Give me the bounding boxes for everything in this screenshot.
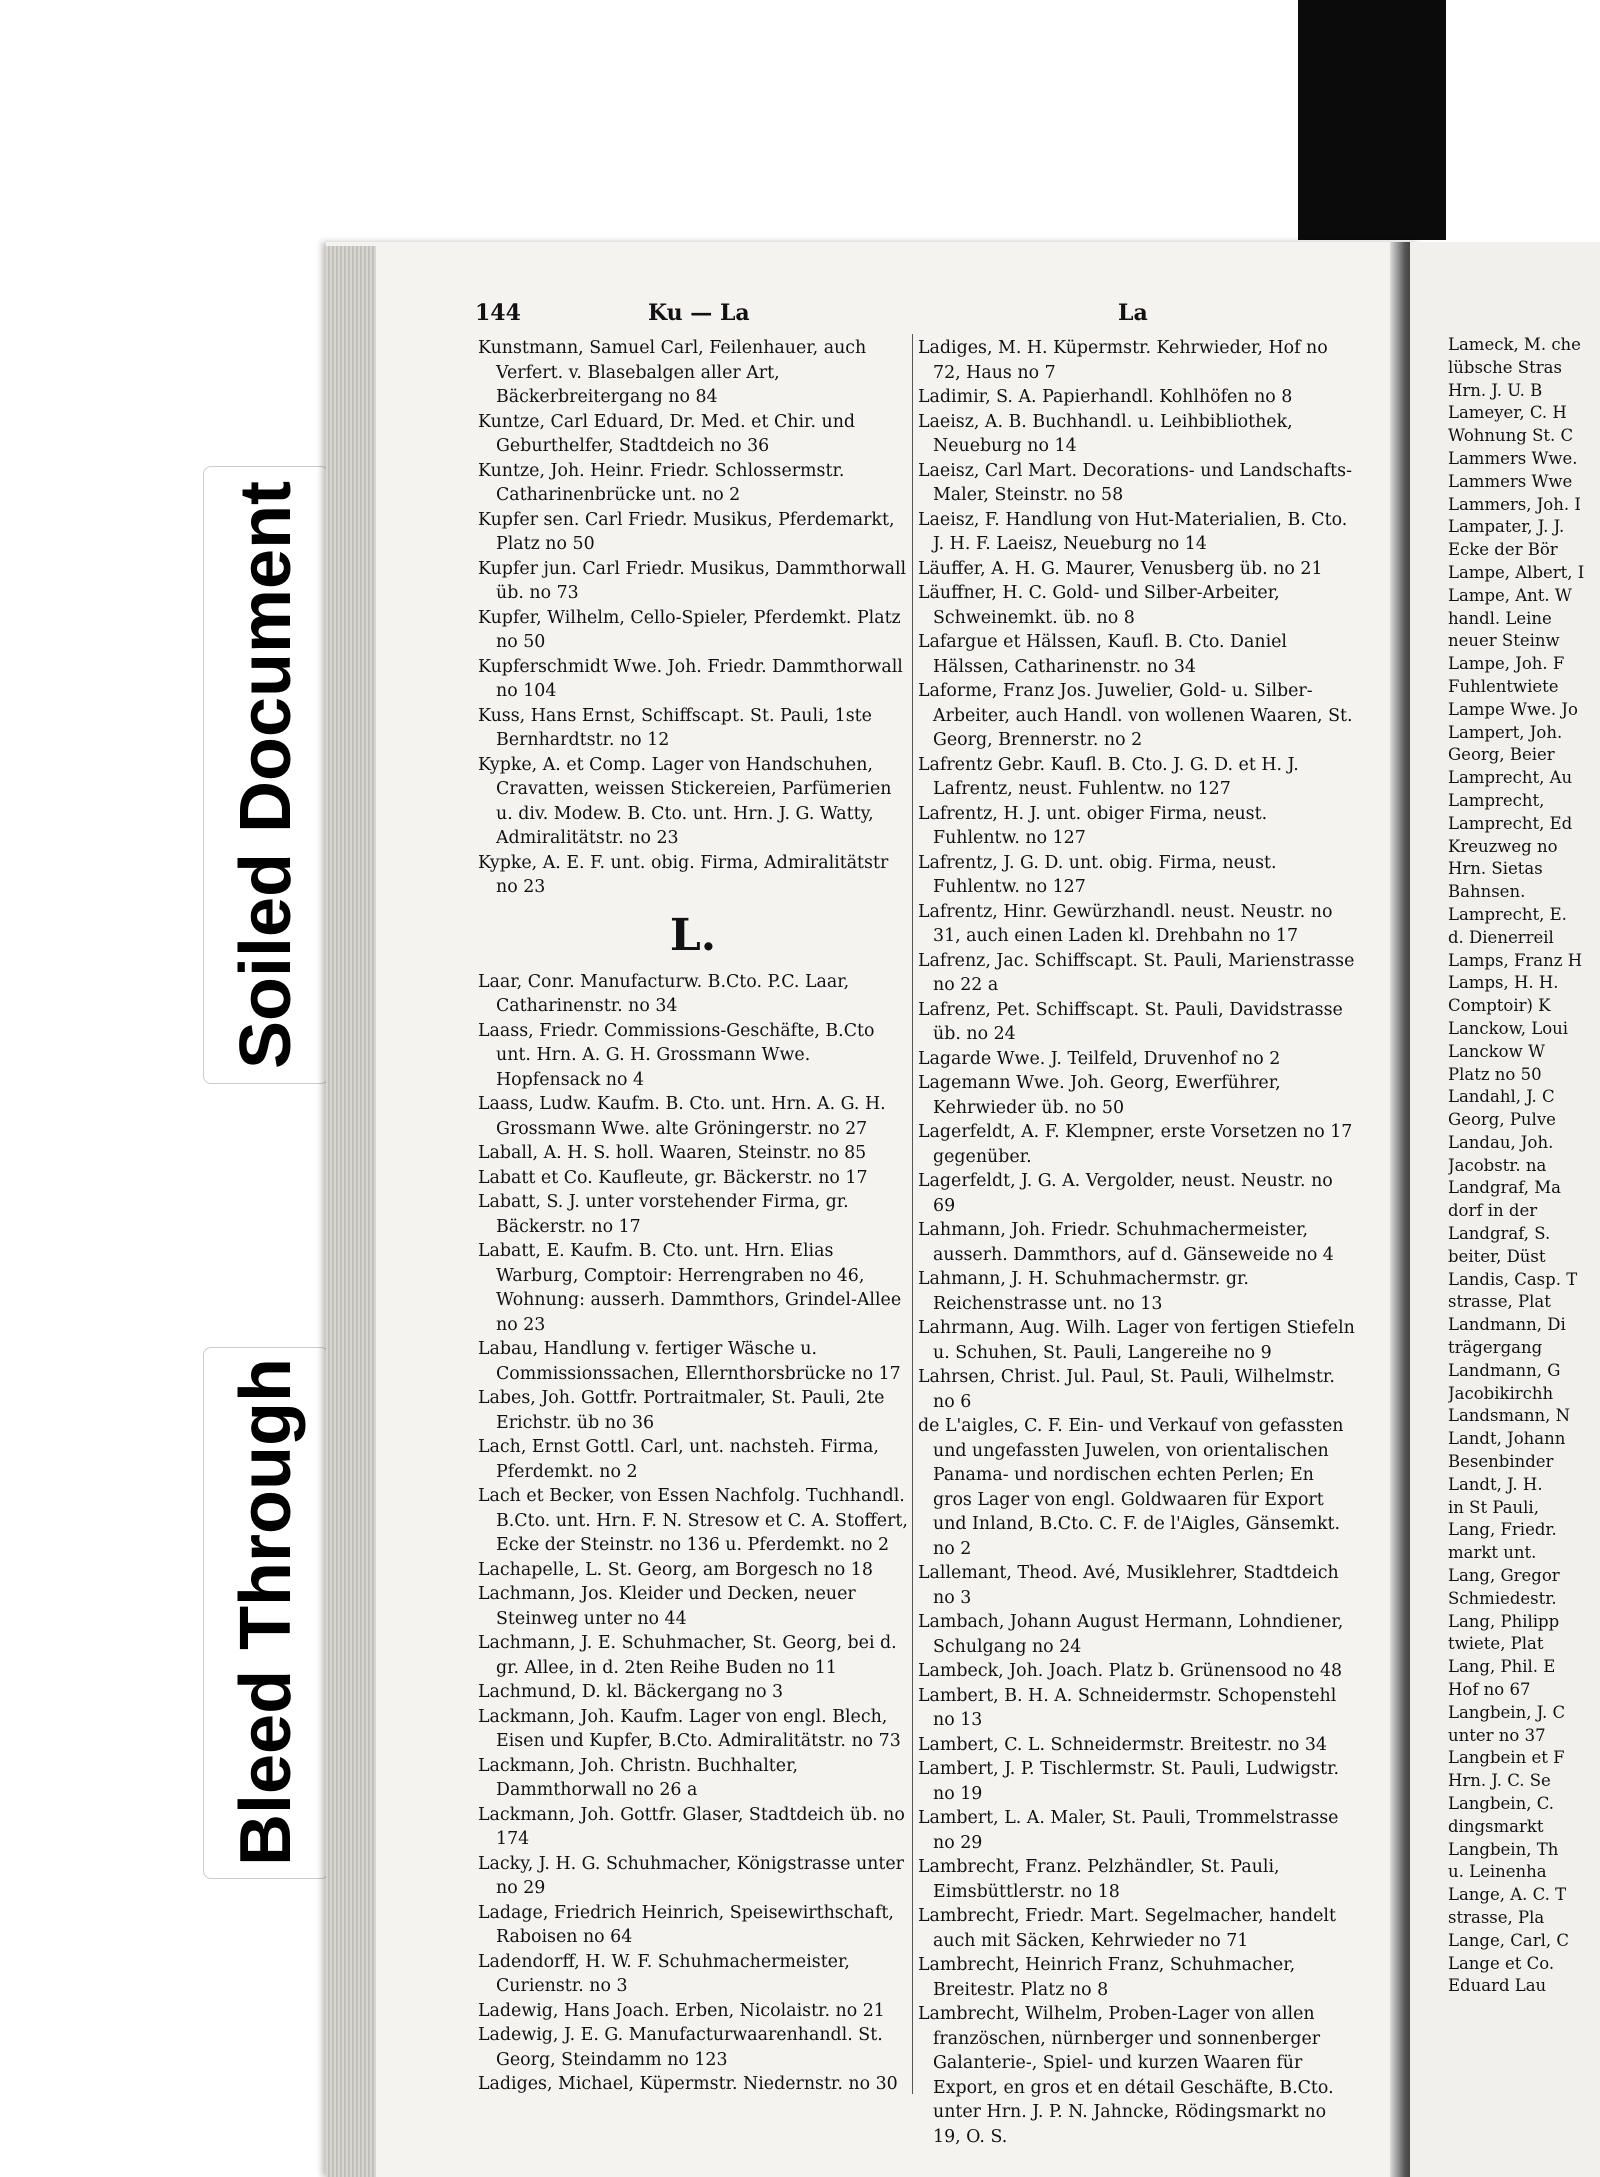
directory-entry: Ladiges, Michael, Küpermstr. Niedernstr. no 30 (478, 2074, 898, 2094)
directory-entry: Lachapelle, L. St. Georg, am Borgesch no 18 (478, 1559, 873, 1580)
directory-entry: Lackmann, Joh. Gottfr. Glaser, Stadtdeich üb. no 174 (478, 1804, 905, 1849)
directory-entry: Ladiges, M. H. Küpermstr. Kehrwieder, Hof no 72, Haus no 7 (918, 338, 1328, 383)
directory-entry: Lackmann, Joh. Kaufm. Lager von engl. Blech, Eisen und Kupfer, B.Cto. Admiralitätstr. no 73 (478, 1706, 901, 1751)
next-page-fragment: Lampe Wwe. Jo (1448, 699, 1578, 719)
soiled-document-label: Soiled Document (226, 480, 306, 1070)
directory-entry: Laar, Conr. Manufacturw. B.Cto. P.C. Laar, Catharinenstr. no 34 (478, 971, 850, 1016)
directory-entry: Lafrentz, Hinr. Gewürzhandl. neust. Neustr. no 31, auch einen Laden kl. Drehbahn no 17 (918, 901, 1333, 946)
next-page-fragment: Lange et Co. (1448, 1953, 1555, 1973)
directory-entry: Lafrenz, Pet. Schiffscapt. St. Pauli, Davidstrasse üb. no 24 (918, 999, 1343, 1044)
directory-entry: Kuss, Hans Ernst, Schiffscapt. St. Pauli, 1ste Bernhardtstr. no 12 (478, 705, 872, 750)
directory-entry: de L'aigles, C. F. Ein- und Verkauf von gefassten und ungefassten Juwelen, von orientalischen Panama- und nordischen echten Perlen; En gros Lager von engl. Goldwaaren für Export und Inland, B.Cto. C. F. de l'Aigles, Gänsemkt. no 2 (918, 1416, 1344, 1559)
next-page-fragment: Lang, Phil. E (1448, 1657, 1556, 1677)
directory-entry: Lafrentz Gebr. Kaufl. B. Cto. J. G. D. et H. J. Lafrentz, neust. Fuhlentw. no 127 (918, 754, 1299, 799)
next-page-fragment: Lamps, Franz H (1448, 950, 1583, 970)
bleed-through-label: Bleed Through (226, 1358, 306, 1866)
next-page-fragment: Lamprecht, Ed (1448, 813, 1573, 833)
directory-entry: Lahmann, J. H. Schuhmachermstr. gr. Reichenstrasse unt. no 13 (918, 1269, 1249, 1314)
next-page-fragment: Landt, J. H. (1448, 1474, 1543, 1494)
directory-entry: Lambert, J. P. Tischlermstr. St. Pauli, Ludwigstr. no 19 (918, 1759, 1340, 1804)
next-page-fragment: markt unt. (1448, 1543, 1537, 1563)
directory-entry: Lach, Ernst Gottl. Carl, unt. nachsteh. Firma, Pferdemkt. no 2 (478, 1437, 879, 1482)
column-divider (912, 334, 913, 2094)
next-page-fragment: Lampater, J. J. (1448, 517, 1565, 537)
directory-entry: Lagemann Wwe. Joh. Georg, Ewerführer, Kehrwieder üb. no 50 (918, 1073, 1281, 1118)
next-page-fragment: d. Dienerreil (1448, 927, 1554, 947)
next-page-fragment: neuer Steinw (1448, 631, 1560, 651)
next-page-fragment: Landis, Casp. T (1448, 1269, 1578, 1289)
next-page-fragment: Lampe, Ant. W (1448, 585, 1572, 605)
directory-entry: Laforme, Franz Jos. Juwelier, Gold- u. Silber-Arbeiter, auch Handl. von wollenen Waaren, St. Georg, Brennerstr. no 2 (918, 681, 1353, 750)
directory-entry: Lahmann, Joh. Friedr. Schuhmachermeister, ausserh. Dammthors, auf d. Gänseweide no 4 (918, 1220, 1334, 1265)
next-page-fragment: Landau, Joh. (1448, 1132, 1554, 1152)
directory-entry: Laeisz, Carl Mart. Decorations- und Landschafts-Maler, Steinstr. no 58 (918, 460, 1352, 505)
next-page-entries (1448, 334, 1600, 1998)
next-page-fragment: Langbein et F (1448, 1748, 1565, 1768)
directory-entry: Labes, Joh. Gottfr. Portraitmaler, St. Pauli, 2te Erichstr. üb no 36 (478, 1388, 885, 1433)
next-page-fragment: Lampert, Joh. (1448, 722, 1563, 742)
directory-entry: Lambrecht, Wilhelm, Proben-Lager von allen französchen, nürnberger und sonnenberger Galanterie-, Spiel- und kurzen Waaren für Export, en gros et en détail Geschäfte, B.Cto. unter Hrn. J. P. N. Jahncke, Rödingsmarkt no 19, O. S. (918, 2004, 1334, 2147)
next-page-fragment: Lameyer, C. H (1448, 403, 1567, 423)
next-page-fragment: Comptoir) K (1448, 996, 1551, 1016)
next-page-fragment: Lameck, M. che (1448, 335, 1581, 354)
directory-entry: Lach et Becker, von Essen Nachfolg. Tuchhandl. B.Cto. unt. Hrn. F. N. Stresow et C. A. Stoffert, Ecke der Steinstr. no 136 u. Pferdemkt. no 2 (478, 1486, 908, 1555)
next-page-fragment: Georg, Beier (1448, 745, 1555, 765)
directory-entry: Lacky, J. H. G. Schuhmacher, Königstrasse unter no 29 (478, 1853, 904, 1898)
directory-entry: Laball, A. H. S. holl. Waaren, Steinstr. no 85 (478, 1143, 867, 1163)
next-page-fragment: u. Leinenha (1448, 1862, 1547, 1882)
next-page-fragment: Landt, Johann (1448, 1429, 1566, 1449)
next-page-fragment: Hrn. J. C. Se (1448, 1771, 1551, 1791)
next-page-fragment: Jacobikirchh (1448, 1383, 1554, 1403)
next-page-fragment: in St Pauli, (1448, 1497, 1539, 1517)
directory-entry: Lagerfeldt, A. F. Klempner, erste Vorsetzen no 17 gegenüber. (918, 1122, 1353, 1167)
next-page-fragment: Landmann, G (1448, 1360, 1561, 1380)
next-page-fragment: Lamps, H. H. (1448, 973, 1559, 993)
next-page-fragment: Lange, Carl, C (1448, 1930, 1569, 1950)
next-page-fragment: handl. Leine (1448, 608, 1552, 628)
next-page-fragment: Hrn. Sietas (1448, 859, 1543, 879)
directory-entry: Lahrsen, Christ. Jul. Paul, St. Pauli, Wilhelmstr. no 6 (918, 1367, 1335, 1412)
next-page-fragment: Lang, Friedr. (1448, 1520, 1557, 1540)
next-page-fragment: Lanckow W (1448, 1041, 1545, 1061)
directory-entry: Läuffer, A. H. G. Maurer, Venusberg üb. no 21 (918, 558, 1323, 579)
directory-entry: Laeisz, A. B. Buchhandl. u. Leihbibliothek, Neueburg no 14 (918, 411, 1293, 456)
next-page-fragment: Lange, A. C. T (1448, 1885, 1567, 1905)
next-page-fragment: strasse, Pla (1448, 1907, 1545, 1927)
next-page-fragment: Langbein, Th (1448, 1839, 1559, 1859)
directory-entry: Kupfer, Wilhelm, Cello-Spieler, Pferdemkt. Platz no 50 (478, 607, 901, 652)
directory-entry: Lambrecht, Franz. Pelzhändler, St. Pauli, Eimsbüttlerstr. no 18 (918, 1857, 1280, 1902)
directory-entry: Lambrecht, Heinrich Franz, Schuhmacher, Breitestr. Platz no 8 (918, 1955, 1296, 2000)
directory-entry: Lagarde Wwe. J. Teilfeld, Druvenhof no 2 (918, 1048, 1281, 1069)
directory-entry: Lachmann, J. E. Schuhmacher, St. Georg, bei d. gr. Allee, in d. 2ten Reihe Buden no 11 (478, 1633, 897, 1678)
directory-entry: Kupfer sen. Carl Friedr. Musikus, Pferdemarkt, Platz no 50 (478, 509, 895, 554)
next-page-fragment: Platz no 50 (1448, 1064, 1542, 1084)
directory-entry: Kuntze, Joh. Heinr. Friedr. Schlossermstr. Catharinenbrücke unt. no 2 (478, 460, 845, 505)
directory-entry: Ladendorff, H. W. F. Schuhmachermeister, Curienstr. no 3 (478, 1951, 850, 1996)
directory-entry: Laeisz, F. Handlung von Hut-Materialien, B. Cto. J. H. F. Laeisz, Neueburg no 14 (918, 509, 1348, 554)
next-page-fragment: Jacobstr. na (1448, 1155, 1547, 1175)
next-page-fragment: twiete, Plat (1448, 1634, 1544, 1654)
next-page-fragment: Lammers Wwe (1448, 471, 1573, 491)
next-page-fragment: dorf in der (1448, 1201, 1538, 1221)
directory-entry: Labatt, S. J. unter vorstehender Firma, gr. Bäckerstr. no 17 (478, 1192, 849, 1237)
next-page-fragment: Landgraf, Ma (1448, 1178, 1562, 1198)
directory-entry: Ladewig, Hans Joach. Erben, Nicolaistr. no 21 (478, 2000, 885, 2021)
page-edge-stack (326, 246, 376, 2177)
next-page-fragment: strasse, Plat (1448, 1292, 1551, 1312)
next-page-fragment: Fuhlentwiete (1448, 676, 1559, 696)
next-page-fragment: Langbein, C. (1448, 1794, 1554, 1813)
directory-entry: Lahrmann, Aug. Wilh. Lager von fertigen Stiefeln u. Schuhen, St. Pauli, Langereihe no 9 (918, 1318, 1355, 1363)
directory-entry: Lachmann, Jos. Kleider und Decken, neuer Steinweg unter no 44 (478, 1584, 856, 1629)
next-page-fragment: Landmann, Di (1448, 1315, 1566, 1335)
left-running-head: Ku — La (648, 300, 750, 326)
next-page-fragment: Lammers, Joh. I (1448, 494, 1581, 514)
directory-entry: Ladage, Friedrich Heinrich, Speisewirthschaft, Raboisen no 64 (478, 1902, 894, 1947)
next-page-fragment: Lampe, Joh. F (1448, 654, 1565, 674)
directory-entry: Lafrenz, Jac. Schiffscapt. St. Pauli, Marienstrasse no 22 a (918, 950, 1355, 995)
next-page-fragment: Hrn. J. U. B (1448, 380, 1543, 400)
next-page-fragment: Georg, Pulve (1448, 1110, 1556, 1130)
directory-entry: Labatt et Co. Kaufleute, gr. Bäckerstr. no 17 (478, 1167, 868, 1188)
next-page-fragment: unter no 37 (1448, 1725, 1546, 1745)
directory-entry: Lafargue et Hälssen, Kaufl. B. Cto. Daniel Hälssen, Catharinenstr. no 34 (918, 632, 1287, 677)
directory-entry: Lambert, B. H. A. Schneidermstr. Schopenstehl no 13 (918, 1685, 1337, 1730)
next-page-fragment: Lang, Philipp (1448, 1611, 1560, 1631)
next-page-fragment: lübsche Stras (1448, 357, 1562, 377)
directory-entry: Lambach, Johann August Hermann, Lohndiener, Schulgang no 24 (918, 1612, 1344, 1657)
directory-entry: Lambrecht, Friedr. Mart. Segelmacher, handelt auch mit Säcken, Kehrwieder no 71 (918, 1906, 1336, 1951)
next-page-fragment: Besenbinder (1448, 1452, 1554, 1472)
next-page-fragment: Lampe, Albert, I (1448, 562, 1585, 582)
next-page-fragment: Lamprecht, Au (1448, 768, 1573, 788)
directory-entry: Kupferschmidt Wwe. Joh. Friedr. Dammthorwall no 104 (478, 656, 903, 701)
right-running-head: La (1118, 300, 1148, 326)
entries-la (478, 970, 908, 2097)
next-page-fragment: Landsmann, N (1448, 1406, 1571, 1426)
directory-entry: Kupfer jun. Carl Friedr. Musikus, Dammthorwall üb. no 73 (478, 558, 907, 603)
next-page-fragment: Ecke der Bör (1448, 540, 1558, 560)
next-page-fragment: Lamprecht, E. (1448, 904, 1567, 924)
next-page-fragment: beiter, Düst (1448, 1246, 1546, 1266)
directory-entry: Ladimir, S. A. Papierhandl. Kohlhöfen no 8 (918, 387, 1293, 407)
directory-entry: Lafrentz, J. G. D. unt. obig. Firma, neust. Fuhlentw. no 127 (918, 852, 1277, 897)
next-page-fragment: Kreuzweg no (1448, 836, 1558, 856)
directory-entry: Laass, Friedr. Commissions-Geschäfte, B.Cto unt. Hrn. A. G. H. Grossmann Wwe. Hopfensack no 4 (478, 1020, 875, 1090)
next-page-fragment: Wohnung St. C (1448, 426, 1574, 446)
next-page-fragment: Eduard Lau (1448, 1976, 1547, 1996)
directory-entry: Ladewig, J. E. G. Manufacturwaarenhandl. St. Georg, Steindamm no 123 (478, 2025, 883, 2070)
next-page-fragment: trägergang (1448, 1338, 1543, 1358)
next-page-fragment: Landahl, J. C (1448, 1087, 1555, 1107)
right-column (918, 336, 1358, 2149)
next-page-column (1448, 334, 1600, 1998)
next-page-fragment: Lammers Wwe. (1448, 448, 1578, 468)
next-page-fragment: Bahnsen. (1448, 882, 1526, 902)
entries-la-continued (918, 336, 1358, 2149)
left-column (478, 336, 908, 2097)
directory-entry: Kunstmann, Samuel Carl, Feilenhauer, auch Verfert. v. Blasebalgen aller Art, Bäckerbreitergang no 84 (478, 338, 867, 407)
directory-entry: Laass, Ludw. Kaufm. B. Cto. unt. Hrn. A. G. H. Grossmann Wwe. alte Gröningerstr. no 27 (478, 1094, 886, 1139)
directory-entry: Lambert, L. A. Maler, St. Pauli, Trommelstrasse no 29 (918, 1808, 1339, 1853)
next-page-fragment: Lanckow, Loui (1448, 1018, 1569, 1038)
directory-entry: Läuffner, H. C. Gold- und Silber-Arbeiter, Schweinemkt. üb. no 8 (918, 583, 1280, 628)
section-letter: L. (669, 909, 717, 961)
entries-ku (478, 336, 908, 900)
next-page-fragment: Hof no 67 (1448, 1680, 1531, 1700)
next-page-fragment: Schmiedestr. (1448, 1588, 1557, 1608)
page-number: 144 (475, 300, 521, 326)
directory-entry: Kuntze, Carl Eduard, Dr. Med. et Chir. und Geburthelfer, Stadtdeich no 36 (478, 411, 856, 456)
directory-entry: Lackmann, Joh. Christn. Buchhalter, Dammthorwall no 26 a (478, 1755, 799, 1800)
next-page-fragment: Langbein, J. C (1448, 1702, 1566, 1722)
directory-entry: Lambeck, Joh. Joach. Platz b. Grünensood no 48 (918, 1661, 1343, 1681)
directory-entry: Kypke, A. E. F. unt. obig. Firma, Admiralitätstr no 23 (478, 852, 889, 897)
directory-entry: Lafrentz, H. J. unt. obiger Firma, neust. Fuhlentw. no 127 (918, 803, 1268, 848)
directory-entry: Lagerfeldt, J. G. A. Vergolder, neust. Neustr. no 69 (918, 1171, 1333, 1216)
next-page-fragment: Lang, Gregor (1448, 1566, 1560, 1586)
directory-entry: Lambert, C. L. Schneidermstr. Breitestr. no 34 (918, 1734, 1327, 1755)
next-page-fragment: Landgraf, S. (1448, 1224, 1551, 1244)
bleed-through-card (203, 1347, 329, 1879)
directory-entry: Labau, Handlung v. fertiger Wäsche u. Commissionssachen, Ellernthorsbrücke no 17 (478, 1339, 901, 1384)
next-page-fragment: Lamprecht, (1448, 790, 1545, 810)
directory-entry: Labatt, E. Kaufm. B. Cto. unt. Hrn. Elias Warburg, Comptoir: Herrengraben no 46, Wohnung: ausserh. Dammthors, Grindel-Allee no 23 (478, 1241, 902, 1335)
directory-entry: Lallemant, Theod. Avé, Musiklehrer, Stadtdeich no 3 (918, 1563, 1339, 1608)
directory-entry: Lachmund, D. kl. Bäckergang no 3 (478, 1682, 784, 1702)
next-page-fragment: dingsmarkt (1448, 1816, 1544, 1836)
soiled-document-card (203, 466, 329, 1084)
top-black-band (1298, 0, 1446, 240)
directory-entry: Kypke, A. et Comp. Lager von Handschuhen, Cravatten, weissen Stickereien, Parfümerien u. div. Modew. B. Cto. unt. Hrn. J. G. Watty, Admiralitätstr. no 23 (478, 754, 892, 848)
